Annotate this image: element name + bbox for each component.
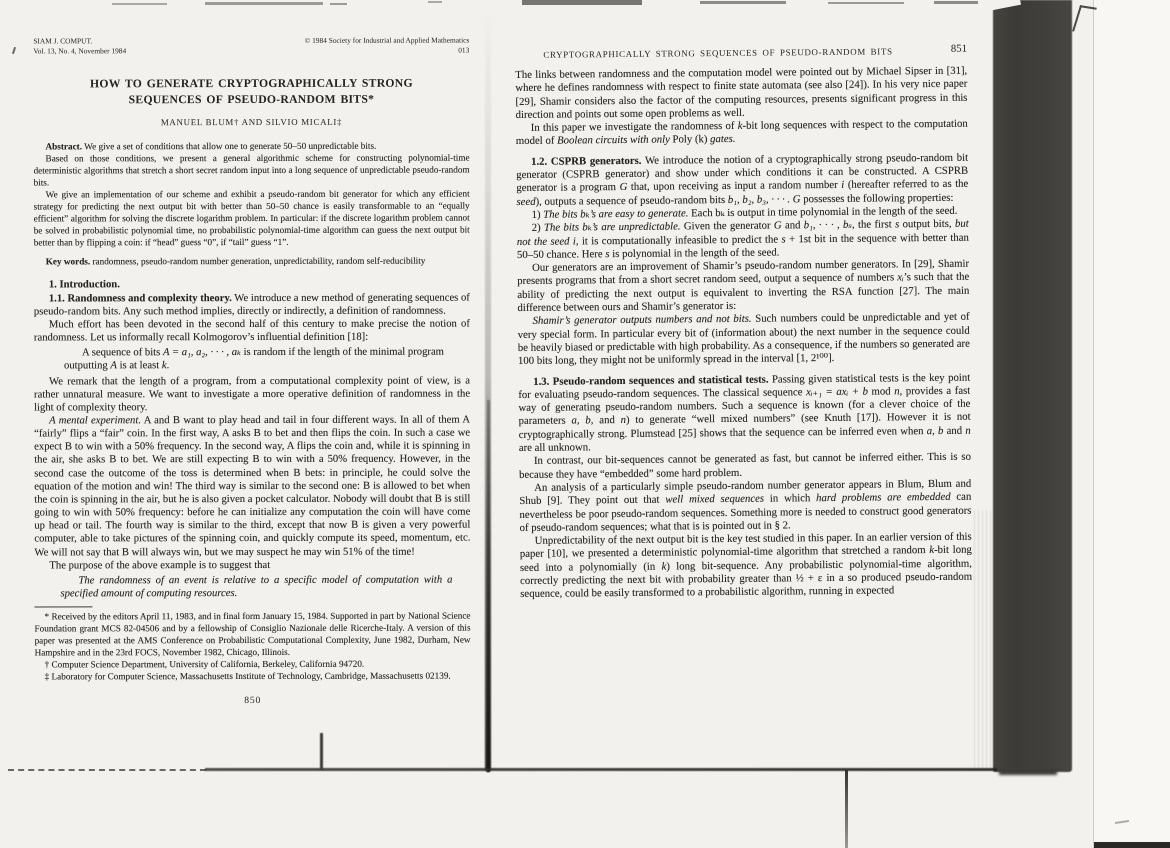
text-run: 1. Introduction. xyxy=(48,279,120,291)
journal-header xyxy=(33,36,469,56)
paragraph xyxy=(35,610,471,659)
text-run: Passing given statistical tests is the key point for evaluating pseudo-random sequences. The classical sequence xyxy=(518,371,971,401)
scan-artifact-hook-mark xyxy=(1072,5,1097,34)
scan-artifact-bottom-solid-line xyxy=(205,768,997,771)
paragraph xyxy=(34,573,470,600)
footnote-rule xyxy=(34,607,92,608)
scan-artifact-top-dash xyxy=(428,1,442,3)
text-run: n xyxy=(965,424,971,437)
text-run: in which xyxy=(764,492,817,505)
text-run: -bit long sequences with respect to the computation model of xyxy=(515,117,968,148)
text-run: seed xyxy=(516,195,536,208)
text-run: a, b, xyxy=(571,414,594,427)
text-run: Each bₖ is output in time polynomial in the length of the seed. xyxy=(688,204,958,220)
text-run: hard problems are embedded xyxy=(816,491,951,505)
text-run: A sequence of bits xyxy=(81,347,163,359)
paragraph xyxy=(34,255,470,268)
text-run: A xyxy=(110,360,117,372)
text-run: 1.3. Pseudo-random sequences and statistical tests. xyxy=(533,373,769,388)
text-run: G xyxy=(773,219,782,232)
paragraph xyxy=(516,118,968,149)
text-run: The bits bₖ’s are easy to generate. xyxy=(543,207,689,221)
journal-name: SIAM J. COMPUT. xyxy=(33,36,93,46)
text-run: s xyxy=(895,218,900,231)
text-run: -bit long seed into a polynomially (in xyxy=(519,544,972,574)
scan-artifact-top-dash xyxy=(112,3,167,5)
text-run: can nevertheless be poor pseudo-random sequences. Something more is needed to construct good generators of pseudo-random sequences; what that is is pointed out in § 2. xyxy=(519,490,972,534)
text-run: randomness, pseudo-random number generation, unpredictability, random self-reducibility xyxy=(90,256,426,267)
paragraph xyxy=(518,311,970,369)
text-run: k xyxy=(661,560,667,573)
text-run: 1) xyxy=(531,208,544,221)
text-run: The links between randomness and the computation model were pointed out by Michael Sipser in [31], where he defines randomness with respect to finite state automata (see also [24]). In his very nice paper [29], Shamir considers also the factor of the computing resources, presents significant progress in this direction and points out some open problems as well. xyxy=(515,64,968,121)
text-run: b₁, b₂, b₃, · · · . G xyxy=(727,192,801,206)
text-run: We introduce a new method of generating sequences of pseudo-random bits. Any such method implies, directly or indirectly, a definition of randomness. xyxy=(33,292,470,318)
text-run: G xyxy=(619,181,628,194)
left-page-number: 850 xyxy=(244,695,262,707)
text-run: (hereafter referred to as the xyxy=(844,178,969,192)
text-run: Shamir’s generator outputs numbers and not bits. xyxy=(532,313,752,328)
text-run: Poly (k) xyxy=(672,133,711,146)
paragraph xyxy=(517,258,969,316)
text-run: The purpose of the above example is to suggest that xyxy=(49,559,271,572)
text-run: that, upon receiving as input a random number xyxy=(627,179,842,194)
text-run: We give a set of conditions that allow one to generate 50–50 unpredictable bits. xyxy=(82,140,377,152)
scan-artifact-corner-strip xyxy=(1094,842,1170,848)
scan-artifact-gutter-shadow xyxy=(485,10,491,772)
text-run: 1.1. Randomness and complexity theory. xyxy=(48,292,232,305)
scan-artifact-top-dash xyxy=(934,1,978,4)
scan-artifact-small-dash xyxy=(1115,820,1129,824)
text-run: but not the seed i, xyxy=(516,217,969,248)
text-run: is random if the length of the minimal program outputting xyxy=(63,346,444,372)
paragraph xyxy=(34,317,470,344)
text-run: ‡ Laboratory for Computer Science, Massachusetts Institute of Technology, Cambridge, Massachusetts 02139. xyxy=(44,670,451,682)
journal-volume: Vol. 13, No. 4, November 1984 xyxy=(33,45,127,55)
scan-artifact-top-dash xyxy=(700,1,786,4)
text-run: i xyxy=(841,179,845,192)
text-run: Given the generator xyxy=(680,219,774,233)
scan-artifact-top-dash xyxy=(522,0,642,5)
text-run: output bits, xyxy=(899,218,955,231)
text-run: k xyxy=(737,120,743,133)
scan-artifact-streaks xyxy=(974,510,994,768)
text-run: s xyxy=(605,247,610,261)
text-run: ) long bit-sequence. Any probabilistic polynomial-time algorithm, correctly predicting the next bit with probability greater than ½ + ε in a so produced pseudo-random sequence, could be easily transformed to a probabilistic algorithm, running in expected xyxy=(520,557,973,601)
text-run: Based on those conditions, we present a general algorithmic scheme for constructing polynomial-time deterministic algorithms that stretch a short secret random input into a long sequence of unpredictable pseudo-random bits. xyxy=(33,152,470,188)
text-run: 2) xyxy=(531,221,545,235)
paper-title-line1: HOW TO GENERATE CRYPTOGRAPHICALLY STRONG xyxy=(89,76,413,91)
left-page-body xyxy=(34,278,471,601)
text-run: ) to generate “well mixed numbers” (see Knuth [17]). However it is not cryptographically strong. Plumstead [25] shows that the sequence can be inferred even when xyxy=(518,411,971,441)
scan-artifact-band-notch xyxy=(985,0,1021,11)
scan-artifact-bottom-dashed-line xyxy=(8,769,206,771)
text-run: it is computationally infeasible to predict the xyxy=(578,233,782,247)
copyright-line: © 1984 Society for Industrial and Applied Mathematics xyxy=(304,35,470,45)
text-run: Such numbers could be unpredictable and yet of very special form. In particular every bit of (information about) the next number in the sequence could be heavily biased or predictable with high probability. As a consequence, if the numbers so generated are 100 bits long, they might not be uniformly spread in the interval [1, 2¹⁰⁰]. xyxy=(517,310,970,368)
footnotes-section xyxy=(35,610,471,683)
scan-artifact-tick-down xyxy=(845,770,848,848)
text-run: s xyxy=(781,232,786,246)
text-run: the first xyxy=(854,218,896,232)
paragraph xyxy=(35,658,471,671)
text-run: In this paper we investigate the randomness of xyxy=(530,120,738,135)
paragraph xyxy=(34,291,470,318)
text-run: ’s such that the ability of predicting the next output is equivalent to inverting the RSA function [27]. The main difference between ours and Shamir’s generator is: xyxy=(517,271,970,315)
text-run: Our generators are an improvement of Shamir’s pseudo-random number generators. In [29], Shamir presents programs that from a short secret random seed, output a sequence of numbers xyxy=(517,257,970,288)
text-run: and xyxy=(943,424,966,437)
text-run: n xyxy=(620,414,627,427)
text-run: 1.2. CSPRB generators. xyxy=(531,154,642,168)
scan-artifact-top-dash xyxy=(330,3,347,5)
text-run: xᵢ xyxy=(897,271,904,284)
paragraph xyxy=(34,152,470,189)
text-run: * Received by the editors April 11, 1983, and in final form January 15, 1984. Supported in part by National Science Foundation grant MCS 82-04506 and by a fellowship of Consiglio Nazionale delle Ricerche-Italy. A version of this paper was presented at the AMS Conference on Probabilistic Computational Complexity, June 1982, Durham, New Hampshire and in the 23rd FOCS, November 1982, Chicago, Illinois. xyxy=(34,610,471,658)
text-run: ), outputs a sequence of pseudo-random bits xyxy=(535,193,728,208)
text-run: Much effort has been devoted in the second half of this century to make precise the notion of randomness. Let us informally recall Kolmogorov’s influential definition [18]: xyxy=(33,318,470,344)
text-run: † Computer Science Department, University of California, Berkeley, California 94720. xyxy=(44,658,365,670)
paragraph xyxy=(520,531,973,602)
abstract-section xyxy=(34,140,470,249)
text-run: An analysis of a particularly simple pseudo-random number generator appears in Blum, Blum and Shub [9]. They point out that xyxy=(519,477,972,508)
text-run: xᵢ₊₁ = axᵢ + b xyxy=(805,385,868,399)
text-run: well mixed sequences xyxy=(665,492,765,506)
scan-artifact-top-dash xyxy=(828,2,904,4)
keywords-section xyxy=(34,255,470,268)
text-run: We give an implementation of our scheme and exhibit a pseudo-random bit generator for which any efficient strategy for predicting the next output bit with better than 50–50 chance is easily transformable to an “equally efficient” algorithm for solving the discrete logarithm problem. In particular: if the discrete logarithm problem cannot be solved in probabilistic polynomial time, no probabilistic polynomial-time algorithm can guess the next output bit better than by flipping a coin: if “head” guess “0”, if “tail” guess “1”. xyxy=(33,188,470,248)
text-run: A and B want to play head and tail in four different ways. In all of them A “fairly” flips a “fair” coin. In the first way, A asks B to bet and then flips the coin. In such a case we expect B to win with a 50% frequency. In the second way, A flips the coin and, while it is spinning in the air, she asks B to bet. We are still expecting B to win with a 50% frequency. However, in the second case the outcome of the toss is determined when B bets: in principle, he could solve the equation of the motion and win! The third way is similar to the second one: B is allowed to bet when the coin is spinning in the air, but he is also given a pocket calculator. Nobody will doubt that B is still going to win with 50% frequency: before he can initialize any computation the coin will have come up head or tail. The fourth way is similar to the third, except that now B is given a very powerful computer, able to take pictures of the spinning coin, and quickly compute its speed, momentum, etc. We will not say that B will always win, but we may suspect he may win 51% of the time! xyxy=(34,414,471,559)
text-run: . xyxy=(166,360,170,372)
paragraph xyxy=(35,670,471,683)
paragraph xyxy=(34,414,470,560)
scan-artifact-left-mark xyxy=(12,47,16,54)
text-run: A mental experiment. xyxy=(49,415,142,427)
text-run: + 1st bit in the sequence with better than 50–50 chance. Here xyxy=(516,231,969,261)
text-run: gates. xyxy=(710,133,736,146)
text-run: We introduce the notion of a cryptographically strong pseudo-random bit generator (CSPRB generator) and show under which conditions it can be constructed. A CSPRB generator is a program xyxy=(516,151,969,195)
paragraph xyxy=(515,65,967,123)
paragraph xyxy=(34,374,470,414)
left-page xyxy=(33,36,470,707)
running-head xyxy=(515,42,968,60)
paper-title-line2: SEQUENCES OF PSEUDO-RANDOM BITS* xyxy=(128,92,375,106)
text-run: is at least xyxy=(116,360,162,372)
text-run: Unpredictability of the next output bit is the key test studied in this paper. In an earlier version of this paper [10], we presented a deterministic polynomial-time algorithm that stretched a random xyxy=(519,530,972,561)
paragraph xyxy=(516,151,968,209)
text-run: mod xyxy=(867,385,895,398)
journal-id-block xyxy=(33,36,126,55)
text-run: k xyxy=(929,544,935,557)
text-run: The randomness of an event is relative to a specific model of computation with a specified amount of computing resources. xyxy=(60,574,453,600)
text-run: b₁, · · · , bₛ, xyxy=(803,219,855,232)
text-run: The bits bₖ’s are unpredictable. xyxy=(543,220,681,234)
scan-artifact-edge-line xyxy=(1093,0,1094,848)
paragraph xyxy=(34,188,470,249)
copyright-block xyxy=(305,36,470,55)
running-head-text: CRYPTOGRAPHICALLY STRONG SEQUENCES OF PSEUDO-RANDOM BITS xyxy=(543,46,893,60)
text-run: possesses the following properties: xyxy=(800,191,954,205)
scan-artifact-gutter-core xyxy=(487,400,490,772)
text-run: k xyxy=(161,360,167,372)
paragraph xyxy=(517,218,969,262)
right-page xyxy=(515,42,973,602)
paragraph xyxy=(34,278,470,292)
scan-artifact-top-dash xyxy=(205,2,323,5)
right-page-body xyxy=(515,65,972,602)
paper-title xyxy=(33,76,469,108)
text-run: are all unknown. xyxy=(518,441,591,454)
text-run: , provides a fast way of generating pseudo-random numbers. Such a sequence is known (for a clever choice of the parameters xyxy=(518,384,971,428)
text-run: Key words. xyxy=(45,256,91,267)
paragraph xyxy=(34,346,470,373)
text-run: Abstract. xyxy=(45,141,83,152)
text-run: a, b xyxy=(926,424,944,437)
text-run: and xyxy=(781,219,804,232)
article-code: 013 xyxy=(458,45,470,55)
scan-artifact-right-margin xyxy=(1094,0,1170,848)
text-run: n xyxy=(894,385,900,398)
text-run: is polynomial in the length of the seed. xyxy=(609,246,780,260)
paragraph xyxy=(519,478,971,536)
text-run: In contrast, our bit-sequences cannot be generated as fast, but cannot be inferred either. This is so because they have “embedded” some hard problem. xyxy=(519,450,971,481)
paragraph xyxy=(518,371,971,455)
scan-artifact-spine-band xyxy=(993,0,1072,772)
text-run: and xyxy=(593,414,621,427)
right-page-number: 851 xyxy=(950,42,968,55)
text-run: We remark that the length of a program, from a computational complexity point of view, is a rather unnatural measure. We want to investigate a more operative definition of randomness in the light of complexity theory. xyxy=(34,375,471,414)
text-run: A = a₁, a₂, · · · , aₖ xyxy=(162,347,241,359)
scan-artifact-tick-up xyxy=(320,733,323,770)
paragraph xyxy=(34,140,470,153)
authors-line: MANUEL BLUM† AND SILVIO MICALI‡ xyxy=(160,116,343,128)
paragraph xyxy=(34,558,470,572)
text-run: Boolean circuits with only xyxy=(557,133,673,148)
